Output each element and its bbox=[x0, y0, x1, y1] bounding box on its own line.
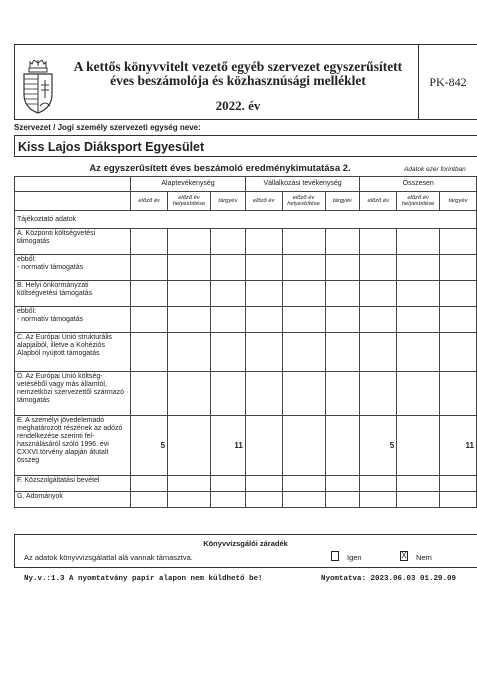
organization-name: Kiss Lajos Diáksport Egyesület bbox=[18, 140, 205, 154]
value-cell[interactable] bbox=[360, 492, 397, 508]
group-header: Alaptevékenység bbox=[131, 177, 246, 192]
value-cell[interactable] bbox=[131, 333, 168, 372]
corner-cell bbox=[15, 192, 131, 211]
subcolumn-header: tárgyév bbox=[325, 192, 360, 211]
organization-label: Szervezet / Jogi személy szervezeti egység neve: bbox=[14, 123, 201, 132]
subcolumn-header: előző év bbox=[245, 192, 282, 211]
report-title: Az egyszerűsített éves beszámoló eredménykimutatása 2. bbox=[89, 163, 351, 174]
value-cell[interactable] bbox=[440, 255, 477, 281]
table-row bbox=[15, 416, 477, 476]
value-cell[interactable] bbox=[168, 476, 211, 492]
value-cell[interactable] bbox=[245, 281, 282, 307]
value-cell[interactable] bbox=[440, 372, 477, 416]
value-cell[interactable] bbox=[397, 307, 440, 333]
table-row bbox=[15, 333, 477, 372]
subcolumn-header: előző év bbox=[131, 192, 168, 211]
value-cell[interactable] bbox=[131, 476, 168, 492]
value-cell[interactable] bbox=[325, 372, 360, 416]
subcolumn-header: előző év helyesbítése bbox=[282, 192, 325, 211]
value-cell[interactable] bbox=[397, 229, 440, 255]
value-cell[interactable] bbox=[210, 492, 245, 508]
value-cell[interactable] bbox=[282, 255, 325, 281]
value-cell[interactable] bbox=[131, 307, 168, 333]
value-cell[interactable] bbox=[168, 416, 211, 476]
value-cell[interactable]: 11 bbox=[210, 416, 245, 476]
row-label: C. Az Európai Unió strukturális alapjaiból, illetve a Kohéziós Alapból nyújtott támogatás bbox=[15, 333, 131, 372]
value-cell[interactable] bbox=[168, 307, 211, 333]
row-label: ebből: - normatív támogatás bbox=[15, 255, 131, 281]
table-row bbox=[15, 476, 477, 492]
checkbox-mark: X bbox=[401, 551, 407, 560]
value-cell[interactable] bbox=[360, 255, 397, 281]
value-cell[interactable] bbox=[440, 476, 477, 492]
form-code: PK-842 bbox=[418, 44, 477, 120]
footer-print-date: Nyomtatva: 2023.06.03 01.29.09 bbox=[321, 575, 457, 583]
value-cell[interactable] bbox=[282, 333, 325, 372]
value-cell[interactable] bbox=[360, 307, 397, 333]
value-cell[interactable]: 5 bbox=[360, 416, 397, 476]
value-cell[interactable] bbox=[440, 281, 477, 307]
value-cell[interactable] bbox=[325, 255, 360, 281]
value-cell[interactable] bbox=[131, 492, 168, 508]
value-cell[interactable] bbox=[440, 492, 477, 508]
subcolumn-header: előző év helyesbítése bbox=[168, 192, 211, 211]
value-cell[interactable] bbox=[210, 281, 245, 307]
value-cell[interactable] bbox=[325, 476, 360, 492]
value-cell[interactable]: 11 bbox=[440, 416, 477, 476]
subcolumn-header: előző év helyesbítése bbox=[397, 192, 440, 211]
row-label: G. Adományok bbox=[15, 492, 131, 508]
value-cell[interactable] bbox=[440, 333, 477, 372]
value-cell[interactable] bbox=[282, 229, 325, 255]
value-cell[interactable] bbox=[168, 333, 211, 372]
value-cell[interactable] bbox=[397, 416, 440, 476]
value-cell[interactable] bbox=[245, 492, 282, 508]
value-cell[interactable] bbox=[245, 255, 282, 281]
value-cell[interactable] bbox=[131, 255, 168, 281]
value-cell[interactable] bbox=[397, 333, 440, 372]
table-row bbox=[15, 492, 477, 508]
value-cell[interactable] bbox=[282, 281, 325, 307]
value-cell[interactable] bbox=[168, 255, 211, 281]
value-cell[interactable] bbox=[168, 492, 211, 508]
value-cell[interactable] bbox=[325, 416, 360, 476]
value-cell[interactable] bbox=[245, 476, 282, 492]
table-row bbox=[15, 307, 477, 333]
value-cell[interactable] bbox=[397, 372, 440, 416]
value-cell[interactable] bbox=[168, 372, 211, 416]
value-cell[interactable] bbox=[360, 281, 397, 307]
subcolumn-header: tárgyév bbox=[210, 192, 245, 211]
footer-version-note: Ny.v.:1.3 A nyomtatvány papír alapon nem küldhető be! bbox=[24, 575, 263, 583]
value-cell[interactable] bbox=[397, 476, 440, 492]
value-cell[interactable] bbox=[245, 416, 282, 476]
row-label: ebből: - normatív támogatás bbox=[15, 307, 131, 333]
value-cell[interactable] bbox=[168, 229, 211, 255]
row-label: E. A személyi jövedelemadó meghatározott részének az adózó rendelkezése szerinti fel-használásáról szóló 1996. évi CXXVI.törvény alapján átutalt összeg bbox=[15, 416, 131, 476]
report-year: 2022. év bbox=[215, 98, 261, 113]
subcolumn-header: előző év bbox=[360, 192, 397, 211]
value-cell[interactable] bbox=[360, 372, 397, 416]
audit-yes-checkbox[interactable] bbox=[331, 551, 339, 561]
section-label: Tájékoztató adatok bbox=[15, 211, 477, 229]
value-cell[interactable] bbox=[210, 333, 245, 372]
value-cell[interactable] bbox=[397, 492, 440, 508]
income-statement-table bbox=[14, 176, 477, 508]
value-cell[interactable] bbox=[440, 229, 477, 255]
value-cell[interactable] bbox=[397, 281, 440, 307]
value-cell[interactable] bbox=[325, 229, 360, 255]
value-cell[interactable] bbox=[282, 476, 325, 492]
value-cell[interactable] bbox=[360, 229, 397, 255]
form-title-line1: A kettős könyvvitelt vezető egyéb szervezet egyszerűsített bbox=[73, 59, 403, 74]
value-cell[interactable] bbox=[210, 476, 245, 492]
subcolumn-header: tárgyév bbox=[440, 192, 477, 211]
value-cell[interactable] bbox=[440, 307, 477, 333]
value-cell[interactable] bbox=[245, 307, 282, 333]
group-header: Vállalkozási tevékenység bbox=[245, 177, 360, 192]
form-title bbox=[68, 60, 408, 88]
row-label: A. Központi költségvetési támogatás bbox=[15, 229, 131, 255]
value-cell[interactable] bbox=[360, 476, 397, 492]
unit-note: Adatok ezer forintban bbox=[404, 166, 466, 173]
hungarian-coat-of-arms-icon bbox=[20, 60, 56, 114]
table-row bbox=[15, 281, 477, 307]
value-cell[interactable] bbox=[210, 307, 245, 333]
table-row bbox=[15, 255, 477, 281]
audit-clause-title: Könyvvizsgálói záradék bbox=[203, 539, 288, 548]
value-cell[interactable] bbox=[210, 372, 245, 416]
audit-clause-text: Az adatok könyvvizsgálattal alá vannak támasztva. bbox=[24, 553, 193, 562]
table-row bbox=[15, 372, 477, 416]
value-cell[interactable] bbox=[397, 255, 440, 281]
value-cell[interactable] bbox=[282, 416, 325, 476]
value-cell[interactable] bbox=[245, 229, 282, 255]
value-cell[interactable] bbox=[282, 307, 325, 333]
row-label: B. Helyi önkormányzati költségvetési támogatás bbox=[15, 281, 131, 307]
corner-cell bbox=[15, 177, 131, 192]
value-cell[interactable] bbox=[325, 307, 360, 333]
value-cell[interactable] bbox=[131, 281, 168, 307]
value-cell[interactable] bbox=[282, 492, 325, 508]
value-cell[interactable] bbox=[210, 255, 245, 281]
value-cell[interactable] bbox=[325, 333, 360, 372]
value-cell[interactable] bbox=[210, 229, 245, 255]
value-cell[interactable] bbox=[360, 333, 397, 372]
audit-no-checkbox[interactable] bbox=[400, 551, 408, 561]
audit-no-label: Nem bbox=[416, 553, 432, 562]
value-cell[interactable] bbox=[131, 229, 168, 255]
group-header: Összesen bbox=[360, 177, 477, 192]
value-cell[interactable] bbox=[245, 333, 282, 372]
value-cell[interactable] bbox=[245, 372, 282, 416]
row-label: F. Közszolgáltatási bevétel bbox=[15, 476, 131, 492]
audit-yes-label: Igen bbox=[347, 553, 362, 562]
value-cell[interactable] bbox=[168, 281, 211, 307]
form-title-line2: éves beszámolója és közhasznúsági melléklet bbox=[110, 73, 366, 88]
row-label: D. Az Európai Unió költség-vetéséből vagy más államtól, nemzetközi szervezettől származó támogatás bbox=[15, 372, 131, 416]
value-cell[interactable] bbox=[282, 372, 325, 416]
value-cell[interactable] bbox=[325, 281, 360, 307]
value-cell[interactable]: 5 bbox=[131, 416, 168, 476]
value-cell[interactable] bbox=[131, 372, 168, 416]
table-row bbox=[15, 229, 477, 255]
value-cell[interactable] bbox=[325, 492, 360, 508]
